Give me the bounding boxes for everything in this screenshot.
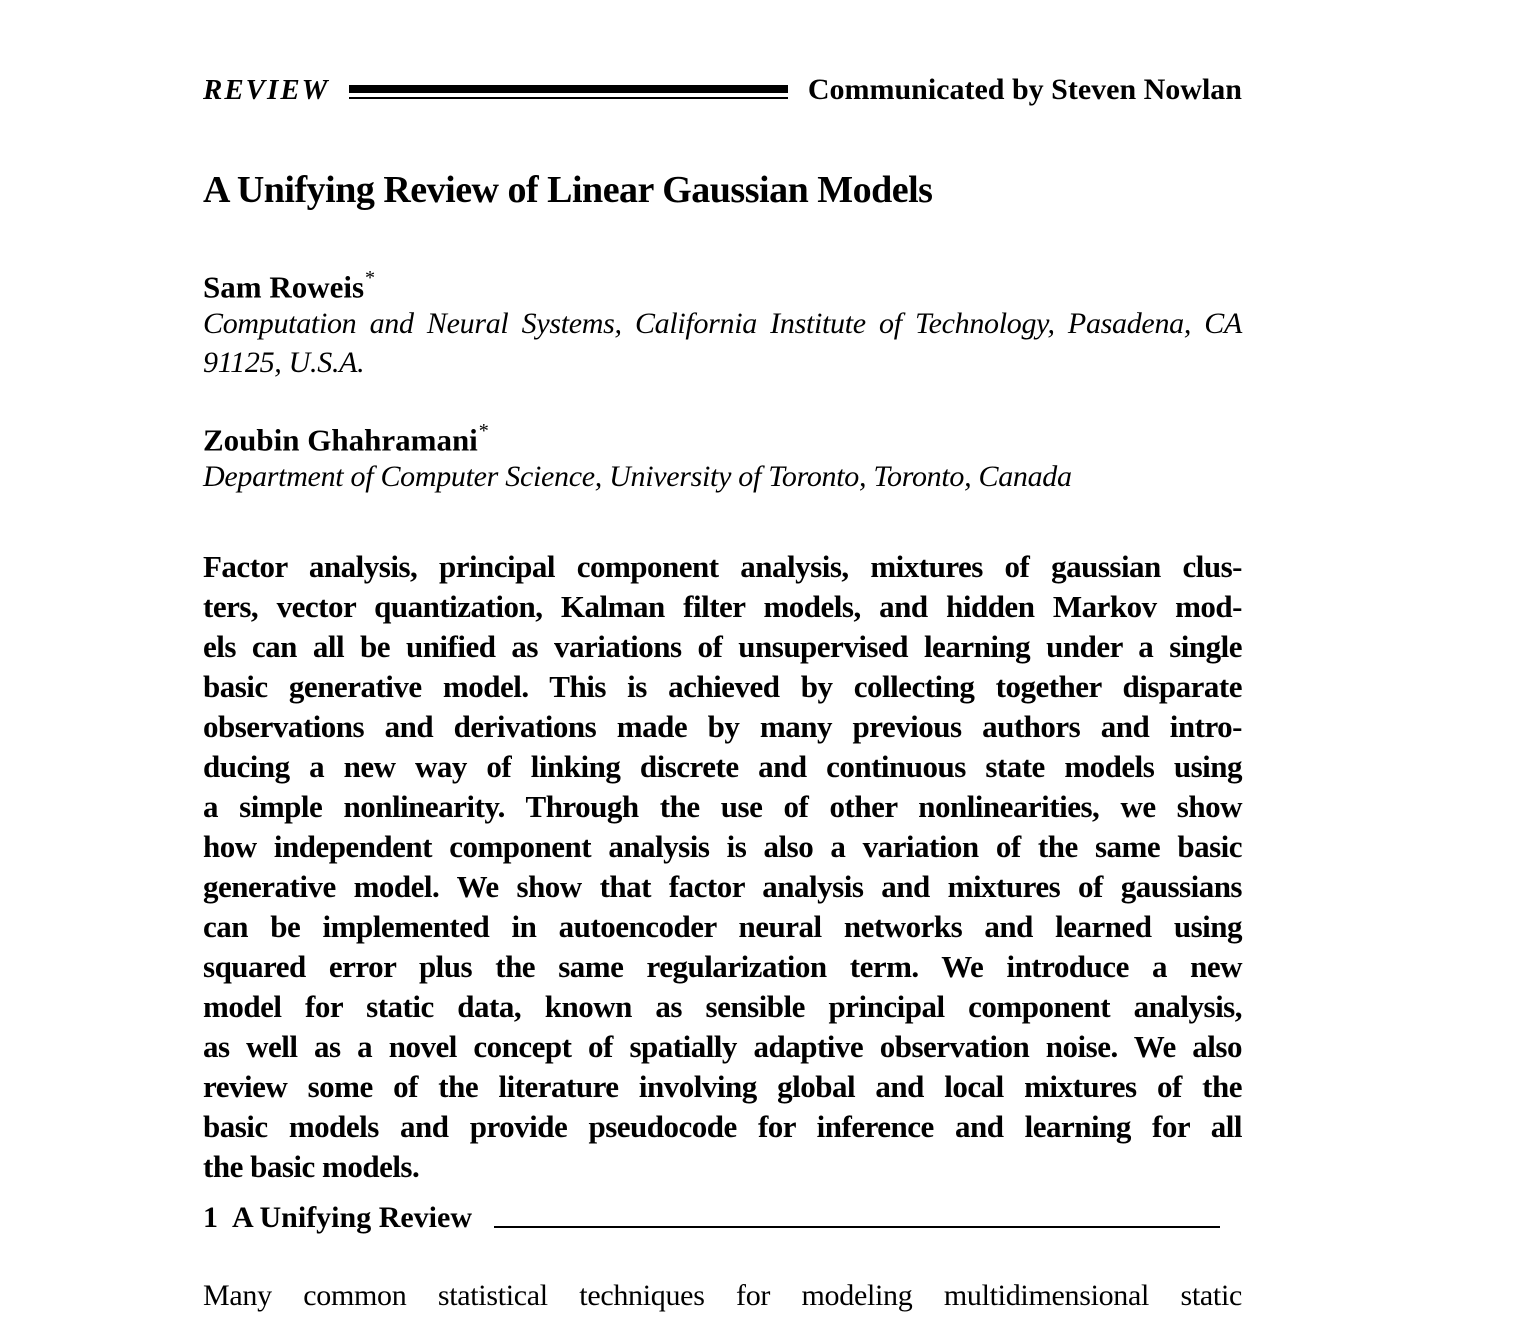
abstract-line: Factor analysis, principal component analysis, mixtures of gaussian clus-	[203, 549, 1242, 584]
section-title: A Unifying Review	[232, 1201, 472, 1234]
communicated-by-label: Communicated by Steven Nowlan	[807, 73, 1242, 106]
author-affiliation-1	[203, 304, 1242, 382]
author-name-2	[203, 420, 1242, 458]
section-heading-rule	[494, 1226, 1220, 1228]
author-name-1-text: Sam Roweis	[203, 269, 365, 305]
abstract-line: generative model. We show that factor analysis and mixtures of gaussians	[203, 869, 1242, 904]
author-name-1	[203, 267, 1242, 305]
article-type-label: REVIEW	[203, 73, 330, 106]
section-number: 1	[203, 1201, 218, 1234]
masthead-rule-thin	[349, 97, 787, 99]
abstract-line: the basic models.	[203, 1149, 420, 1184]
masthead-rule	[349, 85, 787, 99]
masthead-rule-thick	[349, 85, 787, 93]
abstract-line: squared error plus the same regularization term. We introduce a new	[203, 949, 1242, 984]
section-heading	[203, 1200, 1242, 1235]
abstract-line: basic models and provide pseudocode for inference and learning for all	[203, 1109, 1242, 1144]
author-2-footnote-asterisk: *	[478, 420, 489, 442]
abstract-line: basic generative model. This is achieved by collecting together disparate	[203, 669, 1242, 704]
abstract-line: model for static data, known as sensible principal component analysis,	[203, 989, 1242, 1024]
abstract-line: observations and derivations made by many previous authors and intro-	[203, 709, 1242, 744]
article-title: A Unifying Review of Linear Gaussian Models	[203, 169, 933, 211]
body-line: Many common statistical techniques for modeling multidimensional static	[203, 1279, 1242, 1312]
abstract-line: review some of the literature involving global and local mixtures of the	[203, 1069, 1242, 1104]
abstract-line: as well as a novel concept of spatially adaptive observation noise. We also	[203, 1029, 1242, 1064]
abstract-line: how independent component analysis is also a variation of the same basic	[203, 829, 1242, 864]
abstract-line: els can all be unified as variations of unsupervised learning under a single	[203, 629, 1242, 664]
abstract-line: a simple nonlinearity. Through the use of other nonlinearities, we show	[203, 789, 1242, 824]
masthead	[203, 72, 1242, 108]
affiliation-line: Computation and Neural Systems, California Institute of Technology, Pasadena, CA	[203, 307, 1242, 340]
body-paragraph	[203, 1276, 1242, 1316]
author-name-2-text: Zoubin Ghahramani	[203, 422, 478, 458]
abstract-line: ducing a new way of linking discrete and continuous state models using	[203, 749, 1242, 784]
author-affiliation-2	[203, 457, 1242, 496]
abstract-line: ters, vector quantization, Kalman filter models, and hidden Markov mod-	[203, 589, 1242, 624]
affiliation-line: Department of Computer Science, University of Toronto, Toronto, Canada	[203, 460, 1072, 493]
affiliation-line: 91125, U.S.A.	[203, 346, 365, 379]
author-1-footnote-asterisk: *	[365, 267, 376, 289]
abstract-line: can be implemented in autoencoder neural networks and learned using	[203, 909, 1242, 944]
abstract	[203, 547, 1242, 1187]
